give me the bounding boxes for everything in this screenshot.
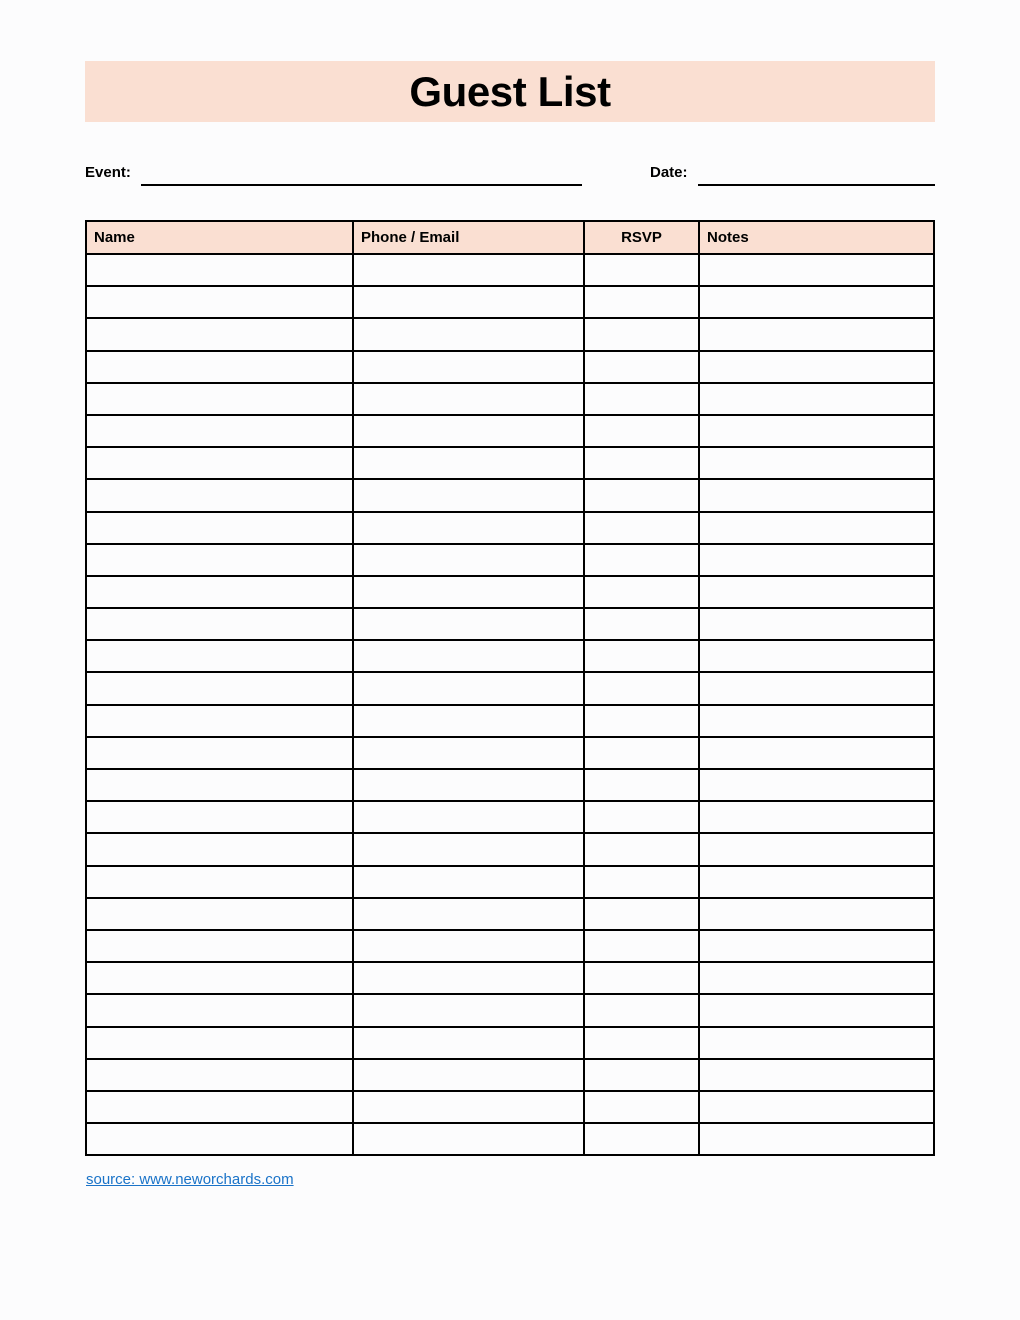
cell-rsvp[interactable] xyxy=(584,447,699,479)
cell-name[interactable] xyxy=(86,608,353,640)
table-body xyxy=(86,254,934,1155)
table-row xyxy=(86,318,934,350)
cell-notes[interactable] xyxy=(699,705,934,737)
cell-name[interactable] xyxy=(86,479,353,511)
table-header xyxy=(86,221,934,254)
cell-notes[interactable] xyxy=(699,672,934,704)
page-title: Guest List xyxy=(409,67,611,115)
table-row xyxy=(86,737,934,769)
cell-phone[interactable] xyxy=(353,544,584,576)
table-row xyxy=(86,930,934,962)
event-input-line[interactable] xyxy=(141,164,582,186)
cell-name[interactable] xyxy=(86,544,353,576)
cell-rsvp[interactable] xyxy=(584,351,699,383)
date-input-line[interactable] xyxy=(698,164,935,186)
cell-phone[interactable] xyxy=(353,866,584,898)
cell-phone[interactable] xyxy=(353,447,584,479)
table-row xyxy=(86,351,934,383)
cell-phone[interactable] xyxy=(353,254,584,286)
table-row xyxy=(86,1027,934,1059)
cell-phone[interactable] xyxy=(353,994,584,1026)
column-header-notes: Notes xyxy=(699,221,934,254)
cell-phone[interactable] xyxy=(353,479,584,511)
cell-notes[interactable] xyxy=(699,544,934,576)
table-row xyxy=(86,415,934,447)
cell-notes[interactable] xyxy=(699,351,934,383)
table-row xyxy=(86,1091,934,1123)
cell-name[interactable] xyxy=(86,576,353,608)
cell-rsvp[interactable] xyxy=(584,576,699,608)
cell-notes[interactable] xyxy=(699,415,934,447)
cell-phone[interactable] xyxy=(353,898,584,930)
table-row xyxy=(86,512,934,544)
cell-name[interactable] xyxy=(86,1027,353,1059)
cell-name[interactable] xyxy=(86,1059,353,1091)
cell-name[interactable] xyxy=(86,351,353,383)
cell-phone[interactable] xyxy=(353,383,584,415)
table-row xyxy=(86,898,934,930)
table-row xyxy=(86,1123,934,1155)
cell-rsvp[interactable] xyxy=(584,254,699,286)
cell-phone[interactable] xyxy=(353,318,584,350)
cell-name[interactable] xyxy=(86,737,353,769)
cell-name[interactable] xyxy=(86,512,353,544)
cell-name[interactable] xyxy=(86,898,353,930)
cell-rsvp[interactable] xyxy=(584,672,699,704)
cell-phone[interactable] xyxy=(353,1091,584,1123)
cell-rsvp[interactable] xyxy=(584,479,699,511)
table-row xyxy=(86,286,934,318)
cell-rsvp[interactable] xyxy=(584,737,699,769)
cell-phone[interactable] xyxy=(353,1059,584,1091)
cell-name[interactable] xyxy=(86,1123,353,1155)
cell-rsvp[interactable] xyxy=(584,318,699,350)
cell-rsvp[interactable] xyxy=(584,1059,699,1091)
table-row xyxy=(86,833,934,865)
cell-phone[interactable] xyxy=(353,576,584,608)
date-label: Date: xyxy=(650,164,688,181)
table-row xyxy=(86,479,934,511)
table-row xyxy=(86,801,934,833)
cell-notes[interactable] xyxy=(699,640,934,672)
cell-name[interactable] xyxy=(86,705,353,737)
cell-phone[interactable] xyxy=(353,705,584,737)
cell-rsvp[interactable] xyxy=(584,415,699,447)
cell-name[interactable] xyxy=(86,640,353,672)
cell-notes[interactable] xyxy=(699,962,934,994)
cell-rsvp[interactable] xyxy=(584,833,699,865)
cell-rsvp[interactable] xyxy=(584,512,699,544)
table-row xyxy=(86,447,934,479)
table-row xyxy=(86,1059,934,1091)
cell-notes[interactable] xyxy=(699,318,934,350)
cell-phone[interactable] xyxy=(353,833,584,865)
table-row xyxy=(86,576,934,608)
cell-phone[interactable] xyxy=(353,351,584,383)
cell-notes[interactable] xyxy=(699,447,934,479)
cell-phone[interactable] xyxy=(353,415,584,447)
cell-name[interactable] xyxy=(86,801,353,833)
table-row xyxy=(86,640,934,672)
cell-phone[interactable] xyxy=(353,286,584,318)
cell-phone[interactable] xyxy=(353,608,584,640)
cell-notes[interactable] xyxy=(699,833,934,865)
table-row xyxy=(86,769,934,801)
column-header-name: Name xyxy=(86,221,353,254)
table-row xyxy=(86,962,934,994)
table-row xyxy=(86,705,934,737)
cell-rsvp[interactable] xyxy=(584,866,699,898)
cell-notes[interactable] xyxy=(699,898,934,930)
title-banner xyxy=(85,61,935,122)
cell-rsvp[interactable] xyxy=(584,640,699,672)
table-row xyxy=(86,383,934,415)
cell-notes[interactable] xyxy=(699,479,934,511)
cell-notes[interactable] xyxy=(699,1027,934,1059)
cell-notes[interactable] xyxy=(699,608,934,640)
cell-name[interactable] xyxy=(86,672,353,704)
cell-name[interactable] xyxy=(86,254,353,286)
cell-name[interactable] xyxy=(86,286,353,318)
cell-rsvp[interactable] xyxy=(584,544,699,576)
cell-phone[interactable] xyxy=(353,962,584,994)
cell-notes[interactable] xyxy=(699,801,934,833)
table-row xyxy=(86,608,934,640)
cell-rsvp[interactable] xyxy=(584,801,699,833)
cell-rsvp[interactable] xyxy=(584,1027,699,1059)
cell-phone[interactable] xyxy=(353,801,584,833)
source-link[interactable]: source: www.neworchards.com xyxy=(86,1171,294,1188)
cell-rsvp[interactable] xyxy=(584,898,699,930)
meta-row xyxy=(85,158,935,186)
table-row xyxy=(86,254,934,286)
date-field xyxy=(650,158,935,186)
cell-name[interactable] xyxy=(86,415,353,447)
cell-notes[interactable] xyxy=(699,383,934,415)
cell-name[interactable] xyxy=(86,1091,353,1123)
cell-name[interactable] xyxy=(86,383,353,415)
cell-phone[interactable] xyxy=(353,1123,584,1155)
table-row xyxy=(86,672,934,704)
cell-rsvp[interactable] xyxy=(584,383,699,415)
cell-notes[interactable] xyxy=(699,930,934,962)
cell-rsvp[interactable] xyxy=(584,286,699,318)
cell-name[interactable] xyxy=(86,769,353,801)
cell-name[interactable] xyxy=(86,833,353,865)
cell-phone[interactable] xyxy=(353,512,584,544)
cell-name[interactable] xyxy=(86,318,353,350)
cell-notes[interactable] xyxy=(699,1123,934,1155)
cell-rsvp[interactable] xyxy=(584,769,699,801)
table-header-row xyxy=(86,221,934,254)
table-row xyxy=(86,544,934,576)
cell-name[interactable] xyxy=(86,447,353,479)
cell-phone[interactable] xyxy=(353,672,584,704)
cell-phone[interactable] xyxy=(353,640,584,672)
cell-notes[interactable] xyxy=(699,866,934,898)
table-row xyxy=(86,994,934,1026)
cell-name[interactable] xyxy=(86,866,353,898)
cell-notes[interactable] xyxy=(699,576,934,608)
cell-rsvp[interactable] xyxy=(584,1123,699,1155)
cell-notes[interactable] xyxy=(699,737,934,769)
column-header-phone-email: Phone / Email xyxy=(353,221,584,254)
table-row xyxy=(86,866,934,898)
event-field xyxy=(85,158,582,186)
cell-notes[interactable] xyxy=(699,1091,934,1123)
cell-notes[interactable] xyxy=(699,512,934,544)
cell-rsvp[interactable] xyxy=(584,994,699,1026)
cell-phone[interactable] xyxy=(353,769,584,801)
cell-name[interactable] xyxy=(86,994,353,1026)
cell-phone[interactable] xyxy=(353,1027,584,1059)
cell-notes[interactable] xyxy=(699,1059,934,1091)
column-header-rsvp: RSVP xyxy=(584,221,699,254)
cell-rsvp[interactable] xyxy=(584,608,699,640)
cell-notes[interactable] xyxy=(699,286,934,318)
cell-phone[interactable] xyxy=(353,737,584,769)
cell-notes[interactable] xyxy=(699,994,934,1026)
guest-list-table xyxy=(85,220,935,1156)
cell-rsvp[interactable] xyxy=(584,1091,699,1123)
cell-name[interactable] xyxy=(86,962,353,994)
cell-name[interactable] xyxy=(86,930,353,962)
cell-rsvp[interactable] xyxy=(584,930,699,962)
cell-notes[interactable] xyxy=(699,254,934,286)
cell-rsvp[interactable] xyxy=(584,705,699,737)
cell-notes[interactable] xyxy=(699,769,934,801)
cell-rsvp[interactable] xyxy=(584,962,699,994)
event-label: Event: xyxy=(85,164,131,181)
cell-phone[interactable] xyxy=(353,930,584,962)
